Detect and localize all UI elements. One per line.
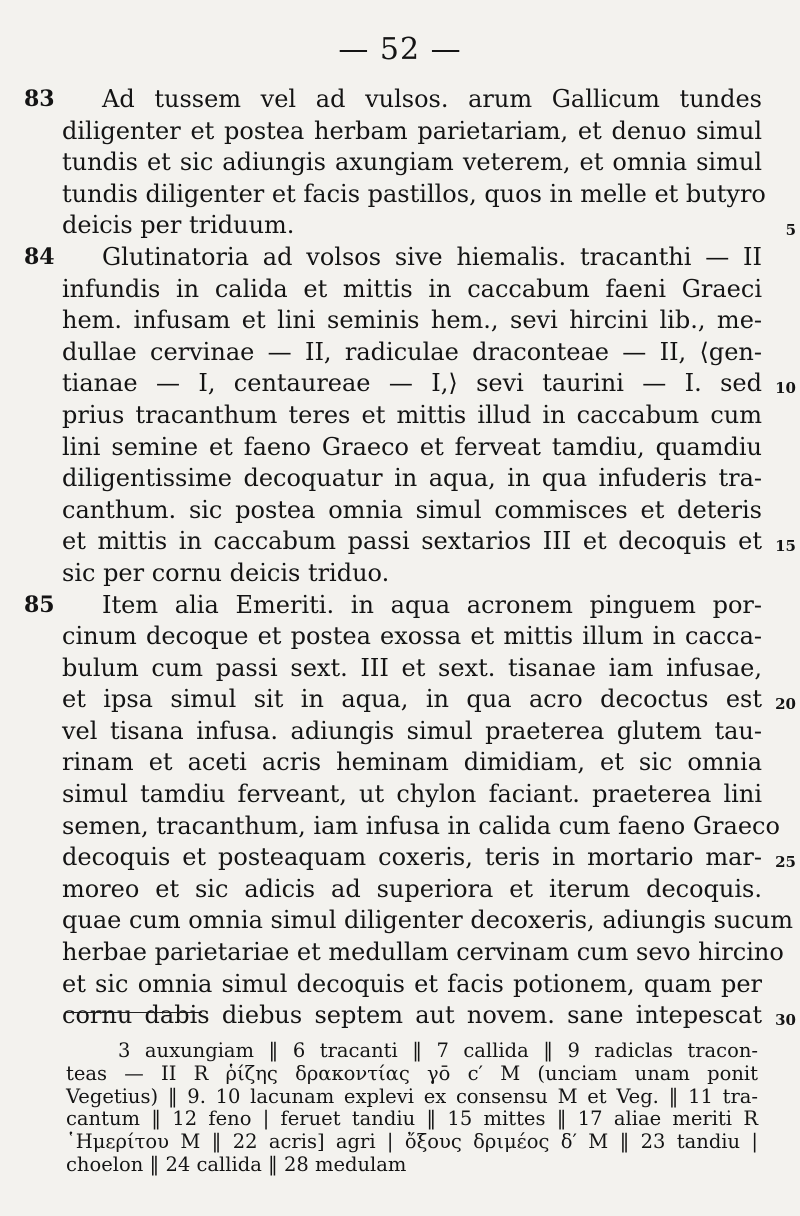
line-number: 25 — [775, 853, 796, 872]
line-number: 5 — [785, 221, 796, 240]
line-number: 30 — [775, 1011, 796, 1030]
text-line: herbae parietariae et medullam cervinam cum sevo hircino — [62, 938, 784, 967]
footnote-line: cantum ‖ 12 feno | feruet tandiu ‖ 15 mittes ‖ 17 aliae meriti R — [66, 1107, 758, 1131]
chapter-number: 83 — [24, 86, 55, 112]
text-line: et mittis in caccabum passi sextarios III et decoquis et 15 — [62, 526, 762, 558]
text-line: et ipsa simul sit in aqua, in qua acro decoctus est 20 — [62, 684, 762, 716]
text-line: prius tracanthum teres et mittis illud in caccabum cum — [62, 400, 762, 429]
text-line: diligentissime decoquatur in aqua, in qua infuderis tra- — [62, 464, 762, 493]
text-line: moreo et sic adicis ad superiora et iterum decoquis. — [62, 874, 762, 903]
text-line: simul tamdiu ferveant, ut chylon faciant. praeterea lini — [62, 780, 762, 809]
footnote-line: Vegetius) ‖ 9. 10 lacunam explevi ex consensu M et Veg. ‖ 11 tra- — [66, 1084, 758, 1108]
text-line: diligenter et postea herbam parietariam, et denuo simul — [62, 116, 762, 145]
text-line: vel tisana infusa. adiungis simul praeterea glutem tau- — [62, 716, 762, 745]
main-text — [24, 84, 796, 1032]
footnotes — [66, 1040, 758, 1177]
text-line: 84 Glutinatoria ad volsos sive hiemalis. tracanthi — II — [62, 242, 762, 274]
text-line: cornu dabis diebus septem aut novem. sane intepescat 30 — [62, 1000, 762, 1032]
footnote-line: teas — II R ῥίζης δρακοντίας γō c′ M (unciam unam ponit — [66, 1061, 758, 1085]
text-line: cinum decoque et postea exossa et mittis illum in cacca- — [62, 622, 762, 651]
chapter-number: 85 — [24, 591, 55, 618]
text-line: infundis in calida et mittis in caccabum faeni Graeci — [62, 274, 762, 303]
line-number: 15 — [775, 537, 796, 556]
text-line: bulum cum passi sext. III et sext. tisanae iam infusae, — [62, 653, 762, 682]
footnote-rule — [66, 1012, 202, 1013]
text-line: tianae — I, centaureae — I,⟩ sevi taurini — I. sed 10 — [62, 368, 762, 400]
page-header: — 52 — — [338, 32, 462, 67]
text-line: canthum. sic postea omnia simul commisces et deteris — [62, 495, 762, 524]
text-line: dullae cervinae — II, radiculae draconteae — II, ⟨gen- — [62, 337, 762, 366]
text-line: tundis et sic adiungis axungiam veterem, et omnia simul — [62, 148, 762, 177]
footnote-line: 3 auxungiam ‖ 6 tracanti ‖ 7 callida ‖ 9 radiclas tracon- — [118, 1039, 758, 1062]
text-line: decoquis et posteaquam coxeris, teris in mortario mar- 25 — [62, 842, 762, 874]
text-line: lini semine et faeno Graeco et ferveat tamdiu, quamdiu — [62, 432, 762, 461]
text-line: rinam et aceti acris heminam dimidiam, et sic omnia — [62, 748, 762, 777]
text-line: et sic omnia simul decoquis et facis potionem, quam per — [62, 969, 762, 998]
line-number: 10 — [775, 379, 796, 398]
text-line: deicis per triduum. 5 — [62, 210, 762, 242]
text-line: semen, tracanthum, iam infusa in calida cum faeno Graeco — [62, 811, 780, 840]
text-line: tundis diligenter et facis pastillos, quos in melle et butyro — [62, 179, 766, 208]
footnote-line: choelon ‖ 24 callida ‖ 28 medulam — [66, 1152, 407, 1176]
chapter-number: 84 — [24, 243, 55, 270]
line-number: 20 — [775, 695, 796, 714]
text-line: 83 Ad tussem vel ad vulsos. arum Gallicum tundes — [62, 84, 762, 116]
text-line: quae cum omnia simul diligenter decoxeris, adiungis sucum — [62, 906, 793, 935]
footnote-line: ῾Ημερίτου M ‖ 22 acris] agri | ὄξους δριμέος δ′ M ‖ 23 tandiu | — [66, 1130, 758, 1154]
text-line: 85 Item alia Emeriti. in aqua acronem pinguem por- — [62, 590, 762, 622]
text-line: sic per cornu deicis triduo. — [62, 558, 390, 587]
text-line: hem. infusam et lini seminis hem., sevi hircini lib., me- — [62, 306, 762, 335]
